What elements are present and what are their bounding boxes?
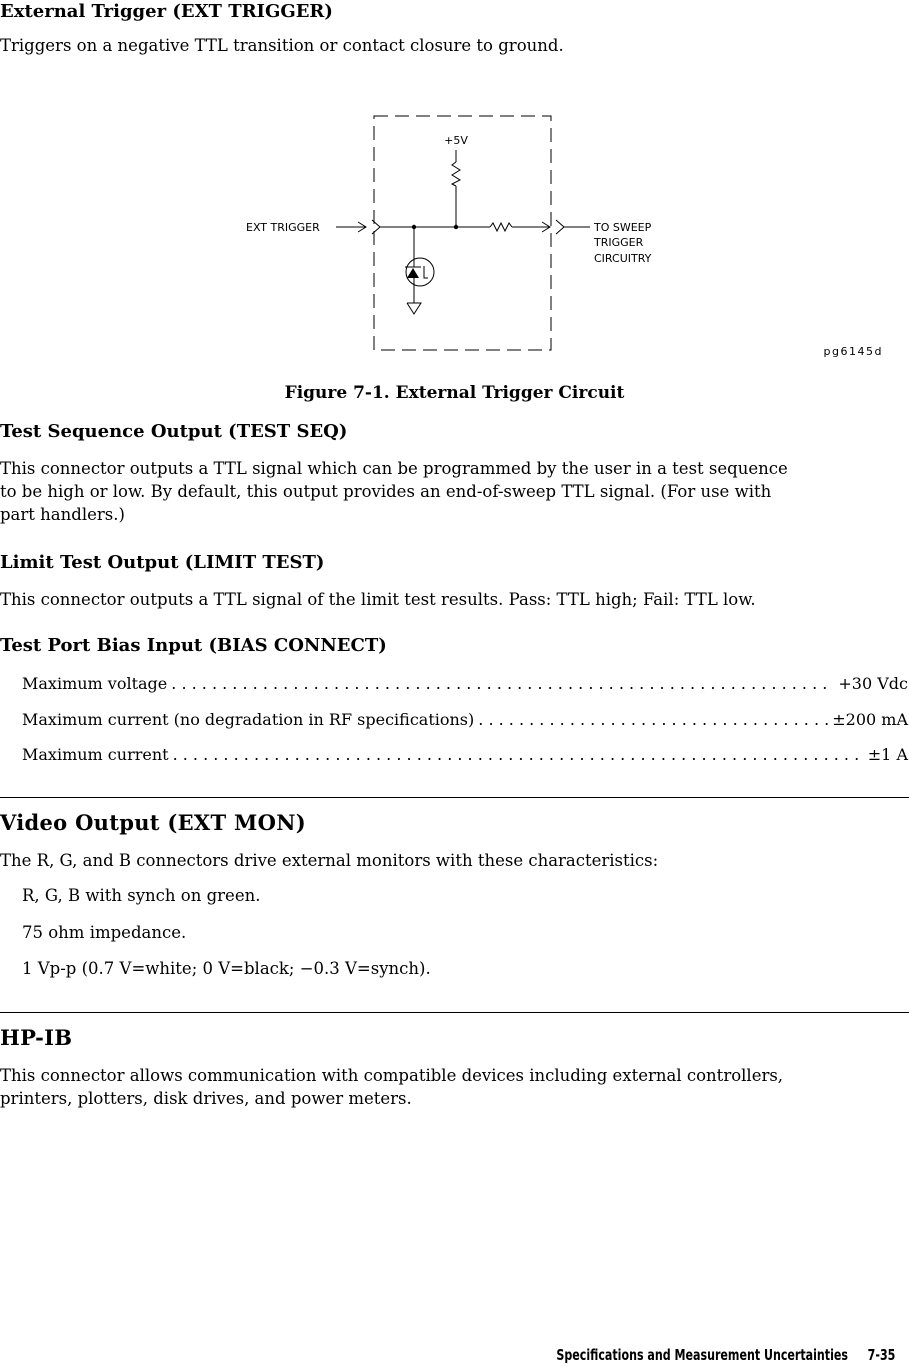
section-divider [0,797,909,798]
section-heading-bias: Test Port Bias Input (BIAS CONNECT) [0,635,387,656]
section-heading-test-seq: Test Sequence Output (TEST SEQ) [0,421,348,442]
dashed-enclosure [374,116,551,350]
output-label-line3: CIRCUITRY [594,252,652,265]
section-divider [0,1012,909,1013]
list-item: 75 ohm impedance. [22,923,187,942]
supply-label: +5V [444,134,468,147]
spec-label: Maximum voltage [22,674,168,693]
page-number: 7-35 [867,1346,895,1364]
spec-label: Maximum current (no degradation in RF specifications) [22,710,475,729]
ground-icon [407,303,421,314]
ext-trigger-text: Triggers on a negative TTL transition or contact closure to ground. [0,36,564,55]
spec-value: ±1 A [867,745,908,764]
test-seq-line-1: This connector outputs a TTL signal which can be programmed by the user in a test sequence [0,459,788,478]
spec-row [22,745,908,765]
hpib-line-1: This connector allows communication with compatible devices including external controllers, [0,1066,784,1085]
input-connector [372,220,380,234]
dot-leader [478,710,828,730]
dot-leader [171,674,834,694]
external-trigger-circuit-diagram [0,100,909,375]
test-seq-line-3: part handlers.) [0,505,125,524]
switch-transistor [406,258,434,286]
spec-value: +30 Vdc [838,674,908,693]
dot-leader [173,745,864,765]
footer-section-title: Specifications and Measurement Uncertainties [556,1346,848,1364]
section-heading-ext-trigger: External Trigger (EXT TRIGGER) [0,1,333,22]
test-seq-line-2: to be high or low. By default, this output provides an end-of-sweep TTL signal. (For use with [0,482,772,501]
list-item: 1 Vp-p (0.7 V=white; 0 V=black; −0.3 V=synch). [22,959,431,978]
output-connector [556,220,564,234]
video-text: The R, G, and B connectors drive external monitors with these characteristics: [0,851,659,870]
section-heading-hpib: HP-IB [0,1025,73,1050]
output-label-line2: TRIGGER [594,236,644,249]
pullup-resistor [452,162,460,186]
input-label: EXT TRIGGER [246,221,320,234]
spec-value: ±200 mA [832,710,908,729]
hpib-line-2: printers, plotters, disk drives, and power meters. [0,1089,412,1108]
section-heading-video: Video Output (EXT MON) [0,810,306,835]
spec-row [22,710,908,730]
section-heading-limit-test: Limit Test Output (LIMIT TEST) [0,552,325,573]
spec-row [22,674,908,694]
figure-id-label: pg6145d [823,345,883,358]
limit-test-text: This connector outputs a TTL signal of the limit test results. Pass: TTL high; Fail: TTL low. [0,590,756,609]
output-label-line1: TO SWEEP [594,221,652,234]
series-resistor [490,223,512,231]
list-item: R, G, B with synch on green. [22,886,261,905]
figure-caption: Figure 7-1. External Trigger Circuit [284,383,625,403]
spec-label: Maximum current [22,745,169,764]
page-footer [556,1346,895,1364]
